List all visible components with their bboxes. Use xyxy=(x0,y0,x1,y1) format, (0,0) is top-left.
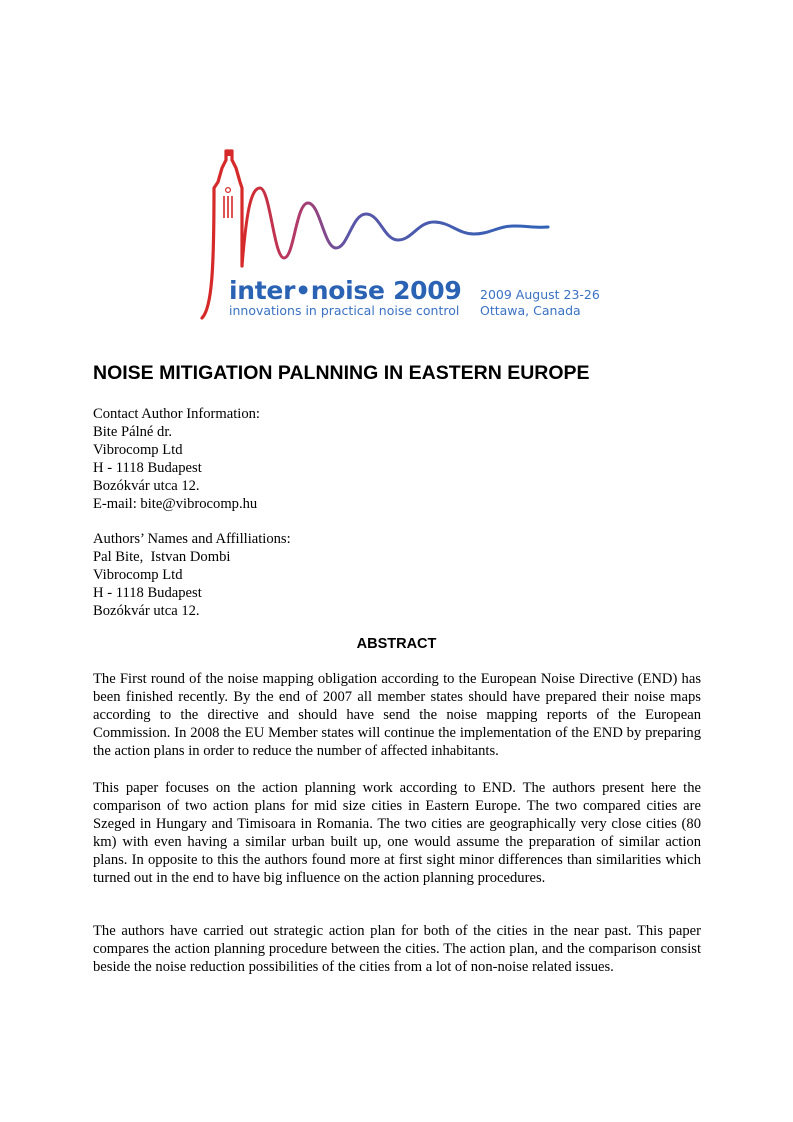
logo-title: inter•noise 2009 xyxy=(229,276,462,305)
authors-block xyxy=(93,530,291,620)
contact-street: Bozókvár utca 12. xyxy=(93,478,200,494)
contact-email: E-mail: bite@vibrocomp.hu xyxy=(93,496,258,512)
authors-heading: Authors’ Names and Affilliations: xyxy=(93,531,291,547)
abstract-paragraph: This paper focuses on the action planning work according to END. The authors present here the comparison of two action plans for mid size cities in Eastern Europe. The two compared cities are Szeged in Hungary and Timisoara in Romania. The two cities are geographically very close cities (80 km) with even having a similar urban built up, one would assume the preparation of similar action plans. In opposite to this the authors found more at first sight minor differences than similarities which turned out in the end to have big influence on the action planning procedures. xyxy=(93,780,701,886)
authors-city: H - 1118 Budapest xyxy=(93,585,202,601)
contact-company: Vibrocomp Ltd xyxy=(93,442,183,458)
abstract-paragraph: The First round of the noise mapping obligation according to the European Noise Directive (END) has been finished recently. By the end of 2007 all member states should have prepared their noise maps according to the directive and should have send the noise mapping reports of the European Commission. In 2008 the EU Member states will continue the implementation of the END by preparing the action plans in order to reduce the number of affected inhabitants. xyxy=(93,671,701,759)
authors-company: Vibrocomp Ltd xyxy=(93,567,183,583)
contact-heading: Contact Author Information: xyxy=(93,406,260,422)
authors-street: Bozókvár utca 12. xyxy=(93,603,200,619)
contact-name: Bite Pálné dr. xyxy=(93,424,173,440)
abstract-paragraph: The authors have carried out strategic action plan for both of the cities in the near past. This paper compares the action planning procedure between the cities. The action plan, and the comparison consist beside the noise reduction possibilities of the cities from a lot of non-noise related issues. xyxy=(93,923,701,975)
conference-logo xyxy=(196,148,606,323)
conference-date: 2009 August 23-26 xyxy=(480,287,600,302)
conference-place: Ottawa, Canada xyxy=(480,303,581,318)
abstract-heading: ABSTRACT xyxy=(356,636,437,652)
sound-wave-icon xyxy=(242,188,548,266)
paper-title: NOISE MITIGATION PALNNING IN EASTERN EUROPE xyxy=(93,362,590,384)
logo-tagline: innovations in practical noise control xyxy=(229,303,460,318)
authors-names: Pal Bite, Istvan Dombi xyxy=(93,549,231,565)
contact-city: H - 1118 Budapest xyxy=(93,460,202,476)
contact-author-block xyxy=(93,405,260,513)
